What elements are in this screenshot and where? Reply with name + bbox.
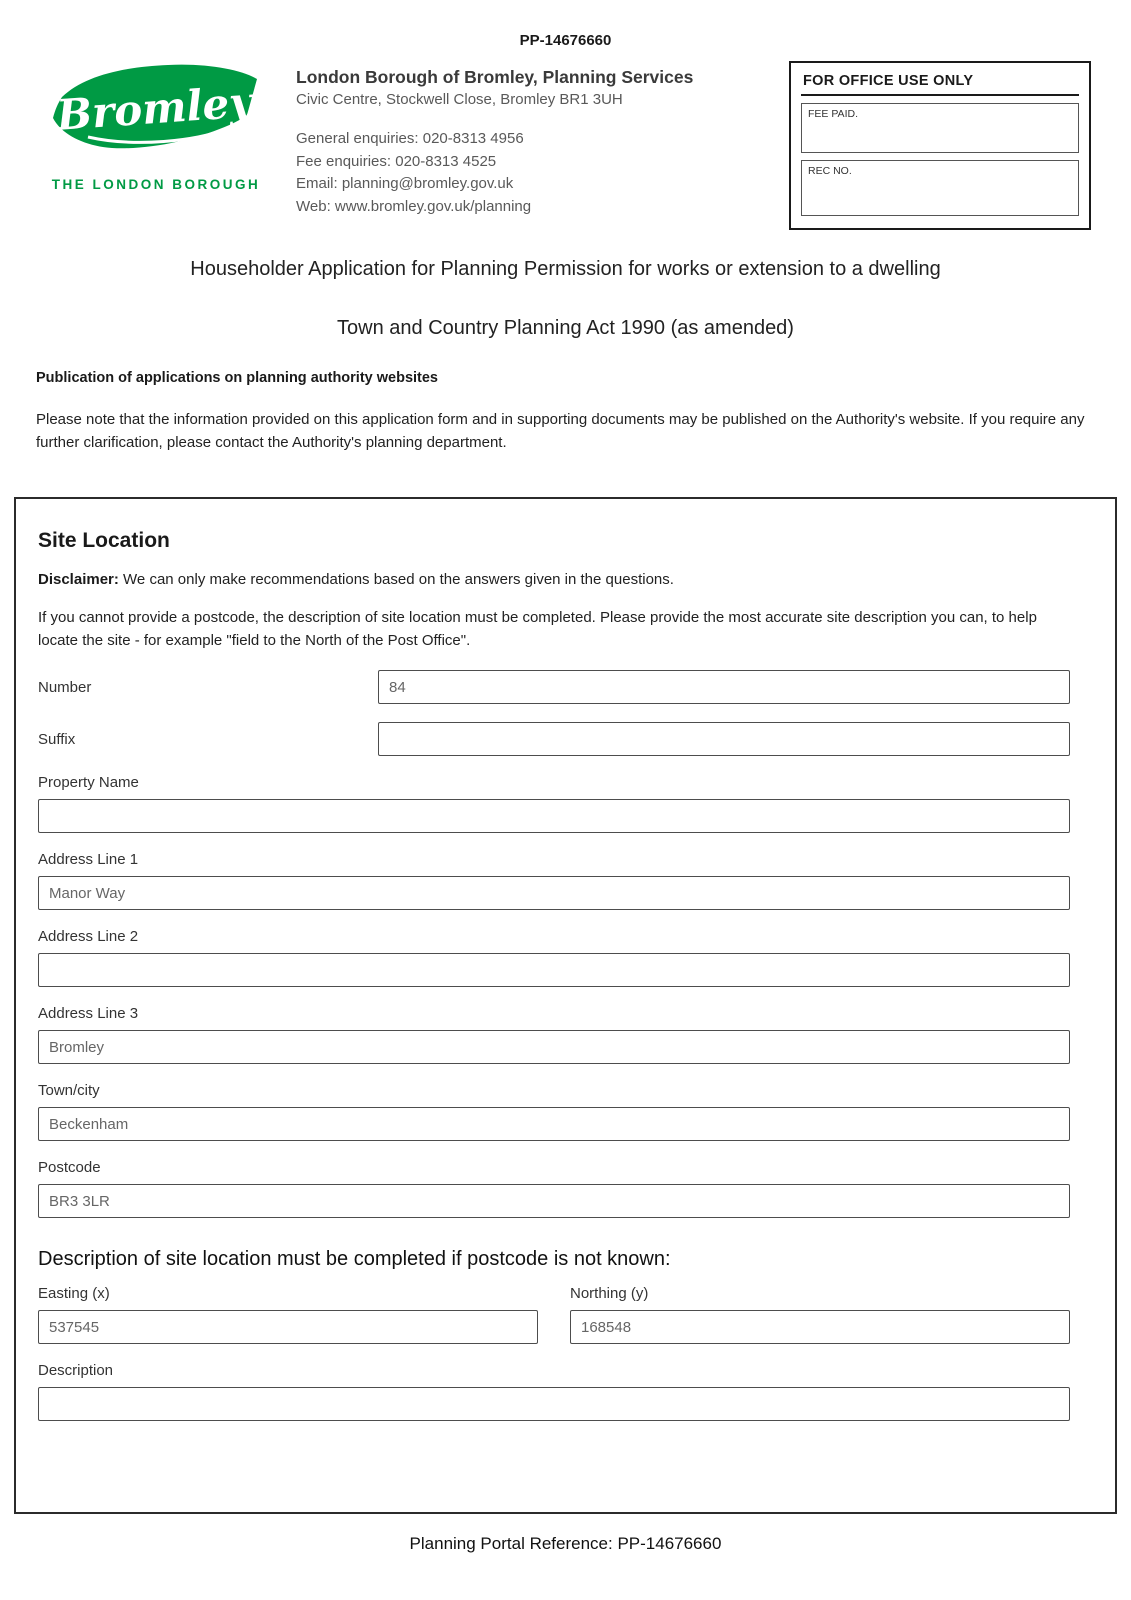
site-location-intro: If you cannot provide a postcode, the description of site location must be completed. Please provide the most accurate site description you can, to help locate the site - for example "field to the North of the Post Office". xyxy=(38,608,1037,649)
field-description xyxy=(38,1362,1070,1421)
easting-northing-row xyxy=(38,1285,1070,1344)
town-city-label: Town/city xyxy=(38,1082,100,1099)
northing-label: Northing (y) xyxy=(570,1285,649,1302)
number-label: Number xyxy=(38,678,92,696)
address-line-1-input[interactable] xyxy=(38,876,1070,910)
authority-name: London Borough of Bromley, Planning Services xyxy=(296,67,694,87)
field-address-line-3 xyxy=(38,1005,1070,1064)
publication-body: Please note that the information provided on this application form and in supporting documents may be published on the Authority's website. If you require any further clarification, please contact the Authority's planning department. xyxy=(36,411,1085,452)
site-location-section xyxy=(14,497,1117,1515)
number-input[interactable] xyxy=(378,670,1070,704)
description-input[interactable] xyxy=(38,1387,1070,1421)
authority-address: Civic Centre, Stockwell Close, Bromley BR1 3UH xyxy=(296,91,623,108)
field-row-suffix xyxy=(38,722,1070,756)
authority-details xyxy=(296,61,765,218)
field-northing xyxy=(570,1285,1070,1344)
application-reference: PP-14676660 xyxy=(519,32,612,49)
property-name-input[interactable] xyxy=(38,799,1070,833)
office-use-box xyxy=(789,61,1091,230)
planning-portal-reference: Planning Portal Reference: PP-14676660 xyxy=(409,1534,722,1553)
property-name-label: Property Name xyxy=(38,774,139,791)
form-header xyxy=(0,49,1131,230)
logo-tagline: THE LONDON BOROUGH xyxy=(51,177,261,192)
address-line-1-label: Address Line 1 xyxy=(38,851,139,868)
field-address-line-1 xyxy=(38,851,1070,910)
northing-input[interactable] xyxy=(570,1310,1070,1344)
rec-no-box xyxy=(801,160,1079,216)
web-line: Web: www.bromley.gov.uk/planning xyxy=(296,197,532,215)
bromley-logo-graphic xyxy=(46,61,266,173)
easting-input[interactable] xyxy=(38,1310,538,1344)
field-row-number xyxy=(38,670,1070,704)
town-city-input[interactable] xyxy=(38,1107,1070,1141)
suffix-input[interactable] xyxy=(378,722,1070,756)
field-postcode xyxy=(38,1159,1070,1218)
fee-paid-box xyxy=(801,103,1079,153)
description-label: Description xyxy=(38,1362,114,1379)
field-town-city xyxy=(38,1082,1070,1141)
office-use-title: FOR OFFICE USE ONLY xyxy=(801,71,1079,96)
field-easting xyxy=(38,1285,538,1344)
description-heading: Description of site location must be completed if postcode is not known: xyxy=(38,1248,671,1270)
email-line: Email: planning@bromley.gov.uk xyxy=(296,175,514,192)
publication-heading: Publication of applications on planning authority websites xyxy=(36,370,438,386)
rec-no-label: REC NO. xyxy=(808,165,852,177)
postcode-label: Postcode xyxy=(38,1159,101,1176)
general-enquiries-line: General enquiries: 020-8313 4956 xyxy=(296,130,524,147)
easting-label: Easting (x) xyxy=(38,1285,110,1302)
fee-enquiries-line: Fee enquiries: 020-8313 4525 xyxy=(296,152,497,170)
address-line-2-input[interactable] xyxy=(38,953,1070,987)
address-line-2-label: Address Line 2 xyxy=(38,928,139,945)
postcode-input[interactable] xyxy=(38,1184,1070,1218)
svg-text:Bromley: Bromley xyxy=(54,77,256,140)
act-title: Town and Country Planning Act 1990 (as amended) xyxy=(337,317,794,339)
address-line-3-input[interactable] xyxy=(38,1030,1070,1064)
fee-paid-label: FEE PAID. xyxy=(808,108,858,120)
field-property-name xyxy=(38,774,1070,833)
disclaimer-text: Disclaimer: We can only make recommendations based on the answers given in the questions. xyxy=(38,570,674,588)
bromley-logo xyxy=(40,61,272,192)
section-heading-site-location: Site Location xyxy=(38,528,170,552)
address-line-3-label: Address Line 3 xyxy=(38,1005,139,1022)
field-address-line-2 xyxy=(38,928,1070,987)
authority-contact xyxy=(296,128,765,218)
disclaimer-label: Disclaimer: xyxy=(38,570,119,588)
suffix-label: Suffix xyxy=(38,730,76,748)
form-title: Householder Application for Planning Permission for works or extension to a dwelling xyxy=(190,258,941,280)
